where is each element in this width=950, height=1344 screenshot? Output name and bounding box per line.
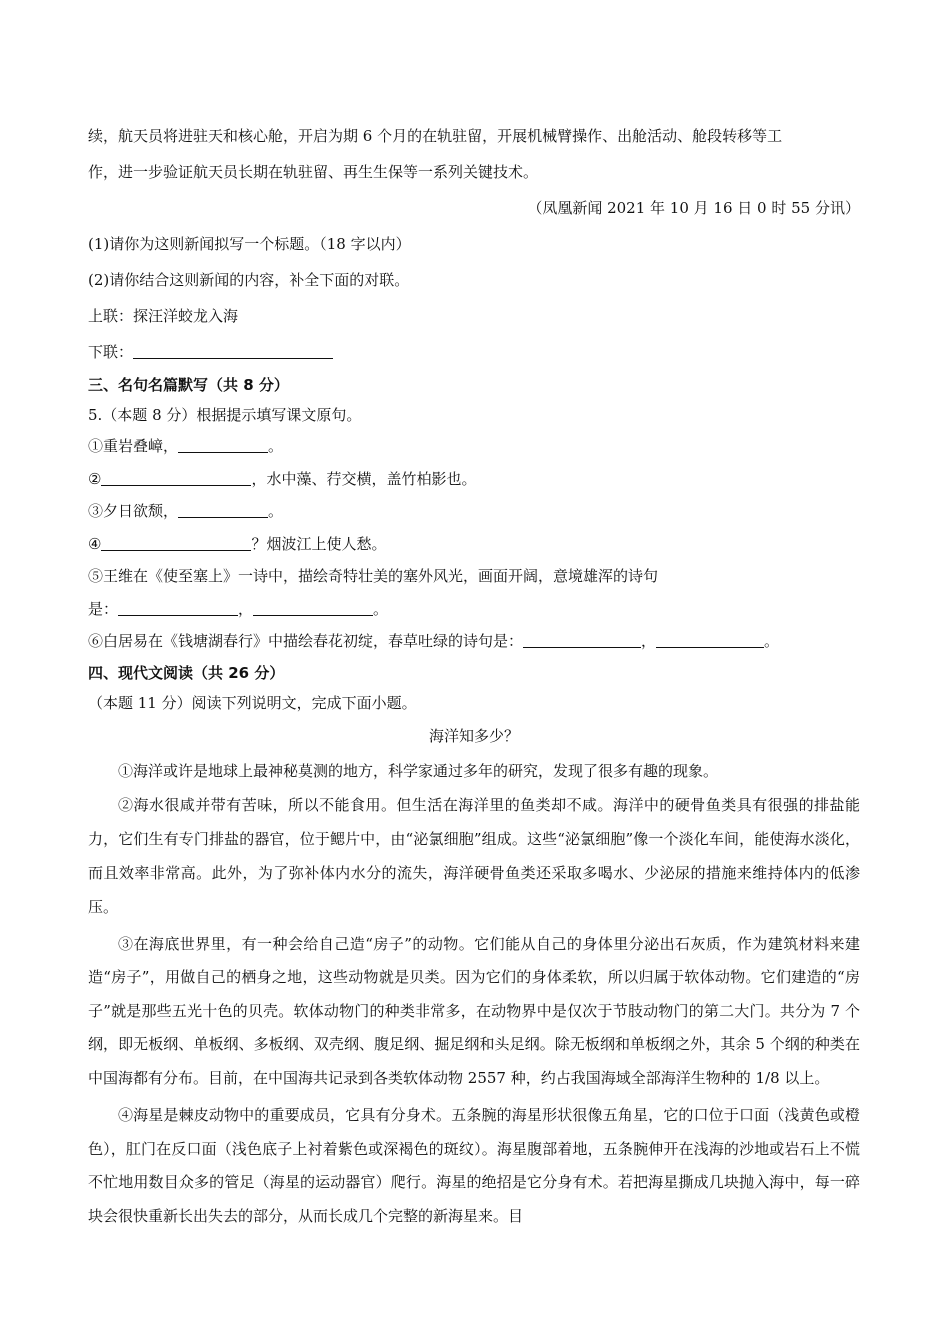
answer-blank[interactable] (523, 633, 641, 648)
answer-blank[interactable] (101, 536, 251, 551)
answer-blank[interactable] (101, 471, 251, 486)
article-paragraph-1: ①海洋或许是地球上最神秘莫测的地方，科学家通过多年的研究，发现了很多有趣的现象。 (118, 761, 719, 780)
recite-item-5-prompt: ⑤王维在《使至塞上》一诗中，描绘奇特壮美的塞外风光，画面开阔，意境雄浑的诗句 (88, 567, 659, 585)
question-4-sub-1: (1)请你为这则新闻拟写一个标题。（18 字以内） (88, 235, 411, 253)
section-3-heading: 三、名句名篇默写（共 8 分） (88, 376, 289, 394)
recite-item-5-answer: 是： ， 。 (88, 599, 389, 618)
answer-blank[interactable] (178, 503, 268, 518)
reading-intro: （本题 11 分）阅读下列说明文，完成下面小题。 (88, 693, 417, 712)
question-4-sub-2: (2)请你结合这则新闻的内容，补全下面的对联。 (88, 271, 410, 289)
exam-page (88, 118, 860, 1233)
news-text-line: 作，进一步验证航天员长期在轨驻留、再生生保等一系列关键技术。 (88, 163, 539, 181)
couplet-lower-label: 下联： (88, 343, 134, 361)
article-paragraph-3: ③在海底世界里，有一种会给自己造“房子”的动物。它们能从自己的身体里分泌出石灰质，作为建筑材料来建造“房子”，用做自己的栖身之地，这些动物就是贝类。因为它们的身体柔软，所以归属于软体动物。它们建造的“房子”就是那些五光十色的贝壳。软体动物门的种类非常多，在动物界中是仅次于节肢动物门的第二大门。共分为 7 个纲，即无板纲、单板纲、多板纲、双壳纲、腹足纲、掘足纲和头足纲。除无板纲和单板纲之外，其余 5 个纲的种类在中国海都有分布。目前，在中国海共记录到各类软体动物 2557 种，约占我国海域全部海洋生物种的 1/8 以上。 (88, 934, 860, 1087)
recite-item-4: ④ ？烟波江上使人愁。 (88, 534, 387, 553)
answer-blank[interactable] (178, 438, 268, 453)
recite-item-3: ③夕日欲颓， 。 (88, 502, 284, 520)
news-text-line: 续，航天员将进驻天和核心舱，开启为期 6 个月的在轨驻留，开展机械臂操作、出舱活动、舱段转移等工 (88, 127, 783, 145)
section-4-heading: 四、现代文阅读（共 26 分） (88, 663, 285, 682)
couplet-upper: 上联：探汪洋蛟龙入海 (88, 307, 239, 325)
article-paragraph-4: ④海星是棘皮动物中的重要成员，它具有分身术。五条腕的海星形状很像五角星，它的口位于口面（浅黄色或橙色），肛门在反口面（浅色底子上衬着紫色或深褐色的斑纹）。海星腹部着地，五条腕伸开在浅海的沙地或岩石上不慌不忙地用数目众多的管足（海星的运动器官）爬行。海星的绝招是它分身有术。若把海星撕成几块抛入海中，每一碎块会很快重新长出失去的部分，从而长成几个完整的新海星来。目 (88, 1106, 860, 1225)
recite-item-1: ①重岩叠嶂， 。 (88, 437, 284, 455)
recite-item-6: ⑥白居易在《钱塘湖春行》中描绘春花初绽，春草吐绿的诗句是： ， 。 (88, 632, 780, 650)
answer-blank[interactable] (253, 601, 373, 616)
news-source: （凤凰新闻 2021 年 10 月 16 日 0 时 55 分讯） (527, 199, 860, 217)
article-paragraph-2: ②海水很咸并带有苦味，所以不能食用。但生活在海洋里的鱼类却不咸。海洋中的硬骨鱼类具有很强的排盐能力，它们生有专门排盐的器官，位于鳃片中，由“泌氯细胞”组成。这些“泌氯细胞”像一个淡化车间，能使海水淡化，而且效率非常高。此外，为了弥补体内水分的流失，海洋硬骨鱼类还采取多喝水、少泌尿的措施来维持体内的低渗压。 (88, 795, 860, 916)
answer-blank[interactable] (118, 601, 238, 616)
couplet-answer-blank[interactable] (133, 344, 333, 359)
answer-blank[interactable] (656, 633, 764, 648)
article-title: 海洋知多少？ (428, 726, 519, 745)
recite-item-2: ② ，水中藻、荇交横，盖竹柏影也。 (88, 469, 477, 488)
couplet-lower (88, 334, 860, 370)
question-5-prompt: 5.（本题 8 分）根据提示填写课文原句。 (88, 406, 362, 424)
